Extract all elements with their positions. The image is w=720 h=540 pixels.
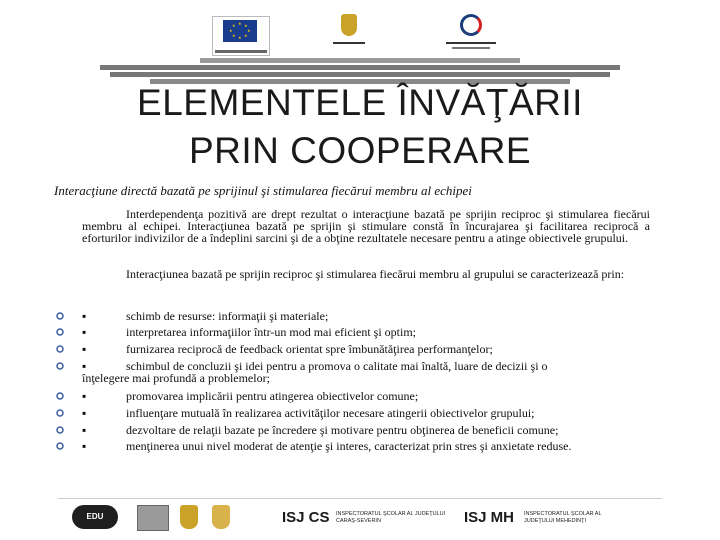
list-item-text: interpretarea informaţiilor într-un mod mai eficient şi optim;: [126, 325, 417, 339]
subtitle: Interacţiune directă bazată pe sprijinul şi stimularea fiecărui membru al echipei: [54, 183, 472, 198]
square-bullet-icon: ▪: [82, 325, 87, 339]
bullet-ring-icon: [56, 426, 64, 434]
edu-logo: EDU: [72, 505, 118, 529]
portrait-logo: [137, 505, 169, 531]
square-bullet-icon: ▪: [82, 439, 87, 453]
bullet-ring-icon: [56, 392, 64, 400]
title-line-1: ELEMENTELE ÎNVĂŢĂRII: [137, 82, 583, 123]
funds-caption-bar-2: [452, 47, 490, 49]
square-bullet-icon: ▪: [82, 359, 87, 373]
isj-mh-logo: ISJ MH: [464, 509, 515, 526]
list-item-text: furnizarea reciprocă de feedback orientat spre îmbunătăţirea performanţelor;: [126, 342, 493, 356]
square-bullet-icon: ▪: [82, 389, 87, 403]
bullet-ring-icon: [56, 312, 64, 320]
isj-cs-caption: INSPECTORATUL ŞCOLAR AL JUDEŢULUI CARAŞ-SEVERIN: [336, 511, 446, 524]
bullet-ring-icon: [56, 345, 64, 353]
government-crest-logo: [333, 12, 365, 52]
isj-mh-caption: INSPECTORATUL ŞCOLAR AL JUDEŢULUI MEHEDINŢI: [524, 511, 602, 524]
square-bullet-icon: ▪: [82, 423, 87, 437]
list-item-text: schimbul de concluzii şi idei pentru a promova o calitate mai înaltă, luare de decizii şi o: [126, 359, 548, 373]
crest-icon: [180, 505, 198, 529]
eu-caption-bar: [215, 50, 267, 53]
square-bullet-icon: ▪: [82, 406, 87, 420]
bullet-ring-icon: [56, 362, 64, 370]
page-title: [0, 80, 720, 174]
header-logos: [0, 12, 720, 62]
paragraph-intro: Interdependenţa pozitivă are drept rezultat o interacţiune bazată pe sprijin reciproc şi stimularea fiecărui membru al echipei. Interacţiunea bazată pe sprijin şi stimulare constă în încurajarea şi facilitarea reciprocă a eforturilor indivizilor de a îndeplini sarcini şi de a obţine rezultatele necesare pentru a atinge obiectivele grupului.: [82, 207, 650, 245]
bullet-ring-icon: [56, 409, 64, 417]
eu-flag-logo: [212, 16, 270, 56]
paragraph-characterization: Interacţiunea bazată pe sprijin reciproc şi stimularea fiecărui membru al grupului se caracterizează prin:: [126, 267, 625, 281]
isj-cs-logo: ISJ CS: [282, 509, 330, 526]
list-item-text: dezvoltare de relaţii bazate pe încredere şi motivare pentru obţinerea de beneficii comune;: [126, 423, 559, 437]
structural-funds-logo: [446, 12, 496, 52]
list-item-text: menţinerea unui nivel moderat de atenţie şi interes, caracterizat prin stres şi anxietate reduse.: [126, 439, 572, 453]
square-bullet-icon: ▪: [82, 342, 87, 356]
list-item-text: schimb de resurse: informaţii şi materiale;: [126, 309, 329, 323]
footer-divider: [58, 498, 662, 499]
square-bullet-icon: ▪: [82, 309, 87, 323]
bullet-ring-icon: [56, 442, 64, 450]
list-item-text-continued: înţelegere mai profundă a problemelor;: [82, 371, 270, 385]
title-line-2: PRIN COOPERARE: [188, 130, 532, 171]
funds-caption-bar: [446, 42, 496, 44]
eu-flag-icon: ★ ★ ★ ★ ★ ★ ★ ★: [223, 20, 257, 42]
list-item-text: influenţare mutuală în realizarea activităţilor necesare atingerii obiectivelor grupului;: [126, 406, 535, 420]
ministry-crest-icon: [212, 505, 230, 529]
ring-icon: [460, 14, 482, 36]
bullet-ring-icon: [56, 328, 64, 336]
crest-icon: [341, 14, 357, 36]
crest-caption-bar: [333, 42, 365, 44]
footer-logos: [0, 505, 720, 535]
list-item-text: promovarea implicării pentru atingerea obiectivelor comune;: [126, 389, 419, 403]
